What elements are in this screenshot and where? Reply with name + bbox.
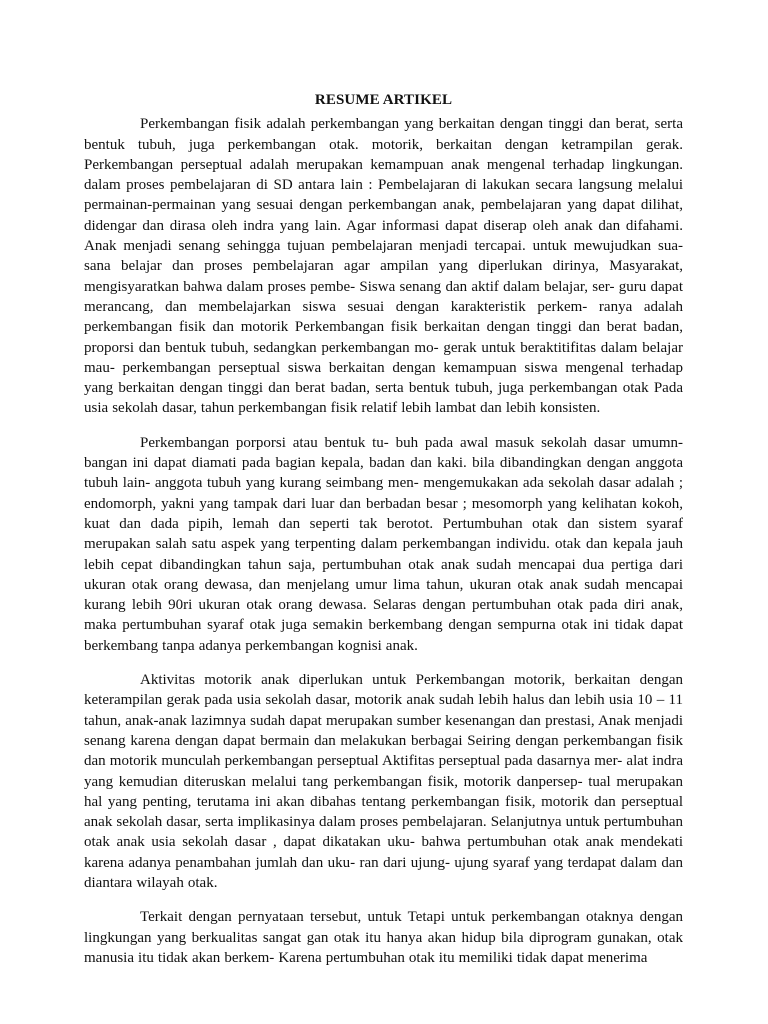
document-title: RESUME ARTIKEL — [314, 92, 453, 108]
paragraph-1: Perkembangan fisik adalah perkembangan yang berkaitan dengan tinggi dan berat, serta bentuk tubuh, juga perkembangan otak. motorik, berkaitan dengan ketrampilan gerak. Perkembangan perseptual adalah merupakan kemampuan anak mengenal terhadap lingkungan. dalam proses pembelajaran di SD antara lain : Pembelajaran di lakukan secara langsung melalui permainan-permainan yang sesuai dengan perkembangan anak, pembelajaran yang dapat dilihat, didengar dan dirasa oleh indra yang lain. Agar informasi dapat diserap oleh anak dan difahami. Anak menjadi senang sehingga tujuan pembelajaran menjadi tercapai. untuk mewujudkan sua- sana belajar dan proses pembelajaran agar ampilan yang diperlukan dirinya, Masyarakat, mengisyaratkan bahwa dalam proses pembe- Siswa senang dan aktif dalam belajar, ser- guru dapat merancang, dan membelajarkan siswa sesuai dengan karakteristik perkem- ranya adalah perkembangan fisik dan motorik Perkembangan fisik berkaitan dengan tinggi dan berat badan, proporsi dan bentuk tubuh, sedangkan perkembangan mo- gerak untuk beraktitifitas dalam belajar mau- perkembangan perseptual siswa berkaitan dengan kemampuan siswa mengenal terhadap yang berkaitan dengan tinggi dan berat badan, serta bentuk tubuh, juga perkembangan otak Pada usia sekolah dasar, tahun perkembangan fisik relatif lebih lambat dan lebih konsisten. — [84, 116, 683, 417]
paragraph-2: Perkembangan porporsi atau bentuk tu- buh pada awal masuk sekolah dasar umumn- bangan ini dapat diamati pada bagian kepala, badan dan kaki. bila dibandingkan dengan anggota tubuh lain- anggota tubuh yang kurang seimbang men- mengemukakan ada sekolah dasar adalah ; endomorph, yakni yang tampak dari luar dan berbadan besar ; mesomorph yang kelihatan kokoh, kuat dan dada pipih, lemah dan seperti tak berotot. Pertumbuhan otak dan sistem syaraf merupakan salah satu aspek yang terpenting dalam perkembangan individu. otak dan kepala jauh lebih cepat dibandingkan tahun saja, pertumbuhan otak anak sudah mencapai dua pertiga dari ukuran otak orang dewasa, dan menjelang umur lima tahun, ukuran otak anak sudah mencapai kurang lebih 90ri ukuran otak orang dewasa. Selaras dengan pertumbuhan otak pada diri anak, maka pertumbuhan syaraf otak juga semakin berkembang dengan sempurna otak ini tidak dapat berkembang tanpa adanya perkembangan kognisi anak. — [84, 434, 683, 654]
paragraph-4: Terkait dengan pernyataan tersebut, untuk Tetapi untuk perkembangan otaknya dengan lingkungan yang berkualitas sangat gan otak itu hanya akan hidup bila diprogram gunakan, otak manusia itu tidak akan berkem- Karena pertumbuhan otak itu memiliki tidak dapat menerima — [84, 909, 683, 966]
paragraph-3: Aktivitas motorik anak diperlukan untuk Perkembangan motorik, berkaitan dengan keterampilan gerak pada usia sekolah dasar, motorik anak sudah lebih halus dan lebih usia 10 – 11 tahun, anak-anak lazimnya sudah dapat merupakan sumber kesenangan dan prestasi, Anak menjadi senang karena dengan dapat bermain dan melakukan berbagai Seiring dengan perkembangan fisik dan motorik munculah perkembangan perseptual Aktifitas perseptual pada dasarnya mer- alat indra yang kemudian diteruskan melalui tang perkembangan fisik, motorik danpersep- tual merupakan hal yang penting, terutama ini akan dibahas tentang perkembangan fisik, motorik dan perseptual anak sekolah dasar, serta implikasinya dalam proses pembelajaran. Selanjutnya untuk pertumbuhan otak anak usia sekolah dasar , dapat dikatakan uku- bahwa pertumbuhan otak anak mendekati karena adanya penambahan jumlah dan uku- ran dari ujung- ujung syaraf yang terdapat dalam dan diantara wilayah otak. — [84, 672, 683, 891]
